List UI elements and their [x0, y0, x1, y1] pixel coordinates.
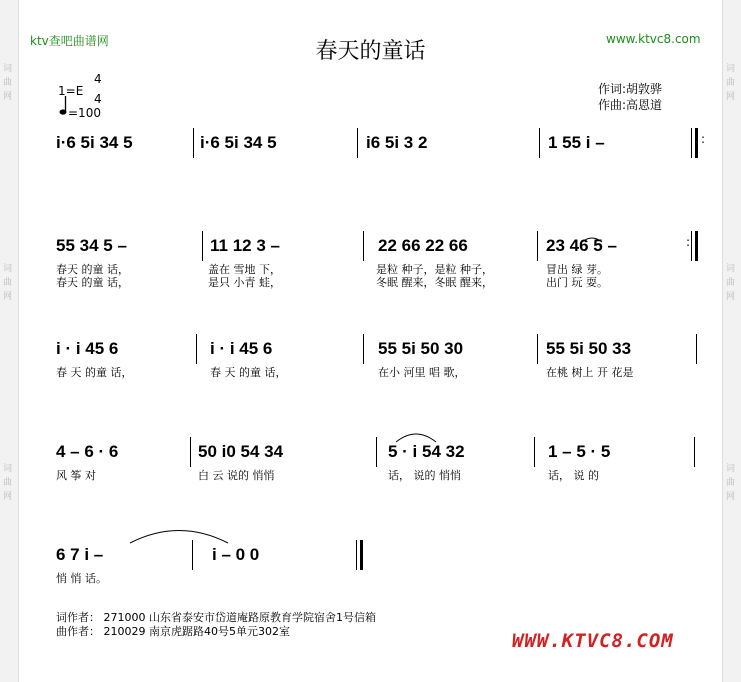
bar-line [190, 437, 191, 467]
bar-line [534, 437, 535, 467]
measure: 11 12 3 – [210, 236, 280, 255]
bar-line [696, 334, 697, 364]
quarter-note-icon [59, 96, 67, 116]
measure: 5 · i 54 32 [388, 442, 465, 461]
side-char: 词 [3, 264, 13, 274]
tempo-marking: =100 [68, 106, 101, 120]
lyrics-verse1: 盖在 雪地 下， [208, 263, 281, 276]
site-logo: WWW.KTVC8.COM [512, 630, 674, 652]
bar-line [539, 128, 540, 158]
lyrics-verse1: 悄 悄 话。 [56, 572, 107, 585]
measure: i6 5i 3 2 [366, 133, 428, 152]
bar-line [193, 128, 194, 158]
bar-line [357, 128, 358, 158]
lyrics-verse1: 在小 河里 唱 歌， [378, 366, 466, 379]
side-char: 曲 [726, 478, 736, 488]
side-char: 词 [3, 464, 13, 474]
bar-line [363, 334, 364, 364]
lyrics-verse1: 风 筝 对 [56, 469, 96, 482]
bar-line [537, 231, 538, 261]
bar-line [376, 437, 377, 467]
side-char: 网 [3, 292, 13, 302]
measure: 4 – 6 · 6 [56, 442, 119, 461]
repeat-bar [695, 231, 698, 261]
footer-text: 210029 南京虎踞路40号5单元302室 [103, 625, 290, 638]
lyrics-verse1: 是粒 种子，是粒 种子， [376, 263, 493, 276]
lyricist: 作词:胡敦骅 [598, 82, 663, 96]
time-signature-top: 4 [94, 72, 102, 86]
side-char: 曲 [726, 78, 736, 88]
side-char: 词 [726, 264, 736, 274]
bar-line [202, 231, 203, 261]
tie [128, 524, 230, 548]
bar-line [363, 231, 364, 261]
measure: 55 34 5 – [56, 236, 127, 255]
measure: 1 – 5 · 5 [548, 442, 611, 461]
footer-text: 271000 山东省泰安市岱道庵路原教育学院宿舍1号信箱 [103, 611, 376, 624]
watermark-right: www.ktvc8.com [606, 32, 701, 46]
lyrics-verse2: 春天 的童 话， [56, 276, 129, 289]
bar-line [691, 128, 692, 158]
left-margin-strip [0, 0, 19, 682]
bar-line [192, 540, 193, 570]
measure: i · i 45 6 [210, 339, 273, 358]
lyrics-verse2: 冬眠 醒来，冬眠 醒来， [376, 276, 493, 289]
side-char: 曲 [3, 478, 13, 488]
side-char: 网 [3, 92, 13, 102]
lyrics-verse1: 春 天 的童 话， [56, 366, 133, 379]
slur [394, 428, 438, 447]
bar-line [691, 231, 692, 261]
measure: 55 5i 50 30 [378, 339, 464, 358]
side-char: 词 [726, 64, 736, 74]
measure: i – 0 0 [212, 545, 260, 564]
measure: 22 66 22 66 [378, 236, 468, 255]
measure: i·6 5i 34 5 [200, 133, 277, 152]
side-char: 曲 [3, 78, 13, 88]
lyrics-verse1: 在桃 树上 开 花是 [546, 366, 634, 379]
side-char: 网 [726, 292, 736, 302]
lyrics-verse1: 春天 的童 话， [56, 263, 129, 276]
side-char: 网 [726, 492, 736, 502]
side-char: 曲 [726, 278, 736, 288]
side-char: 曲 [3, 278, 13, 288]
lyrics-verse2: 出门 玩 耍。 [546, 276, 608, 289]
composer: 作曲:高恩道 [598, 98, 663, 112]
lyrics-verse1: 话， 说 的 [548, 469, 599, 482]
bar-line [196, 334, 197, 364]
measure: 1 55 i – [548, 133, 605, 152]
footer-label: 曲作者： [56, 625, 100, 638]
lyrics-verse1: 冒出 绿 芽。 [546, 263, 608, 276]
lyrics-verse1: 春 天 的童 话， [210, 366, 287, 379]
lyrics-verse2: 是只 小青 蛙， [208, 276, 281, 289]
song-title: 春天的童话 [315, 39, 426, 64]
key-signature: 1=E [58, 84, 84, 98]
measure: 55 5i 50 33 [546, 339, 632, 358]
measure: 23 46 5 – [546, 236, 617, 255]
lyrics-verse1: 话， 说的 悄悄 [388, 469, 461, 482]
time-signature-bottom: 4 [94, 92, 102, 106]
side-char: 词 [726, 464, 736, 474]
composer-address [56, 623, 290, 639]
measure: 6 7 i – [56, 545, 104, 564]
final-bar-thin [356, 540, 357, 570]
side-char: 网 [3, 492, 13, 502]
final-bar-thick [360, 540, 363, 570]
watermark-left: ktv查吧曲谱网 [30, 34, 109, 48]
measure: i · i 45 6 [56, 339, 119, 358]
side-char: 词 [3, 64, 13, 74]
measure: 50 i0 54 34 [198, 442, 284, 461]
repeat-bar [695, 128, 698, 158]
repeat-dots: : [701, 132, 706, 146]
repeat-dots: : [686, 235, 691, 249]
slur [580, 228, 604, 247]
bar-line [694, 437, 695, 467]
footer-label: 词作者： [56, 611, 100, 624]
lyrics-verse1: 白 云 说的 悄悄 [198, 469, 275, 482]
measure: i·6 5i 34 5 [56, 133, 133, 152]
right-margin-strip [722, 0, 741, 682]
bar-line [537, 334, 538, 364]
side-char: 网 [726, 92, 736, 102]
